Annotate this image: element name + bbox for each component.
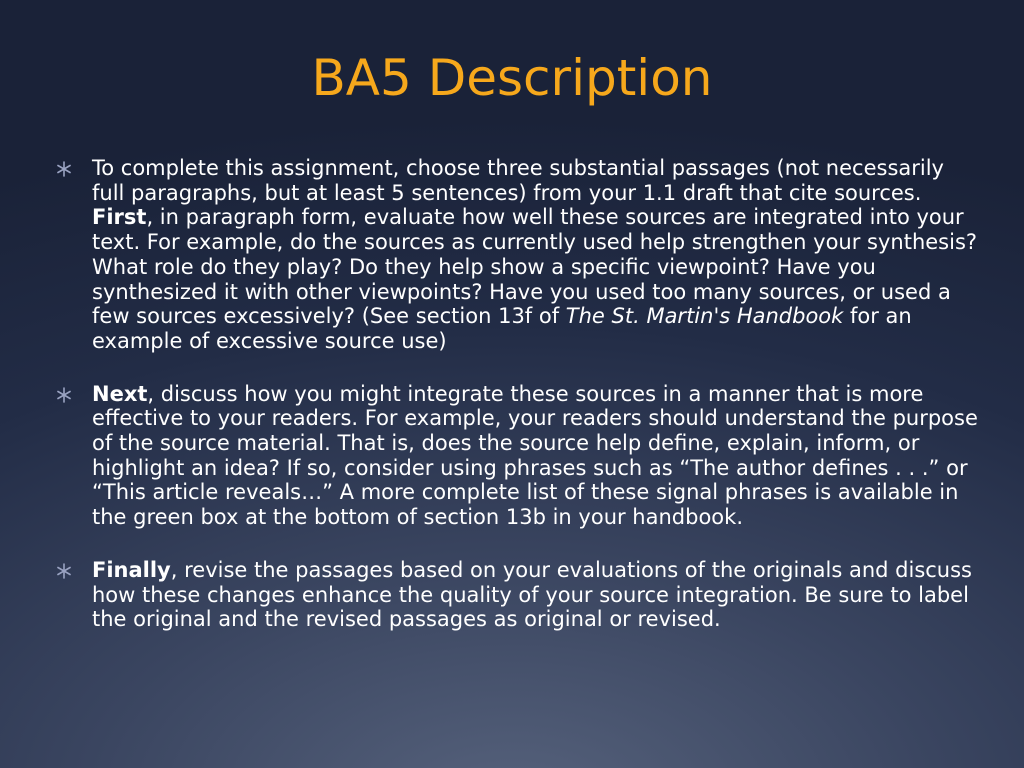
bullet-item-3 — [54, 558, 980, 632]
bullet-3-run-2: , revise the passages based on your evaluations of the originals and discuss how these changes enhance the quality of your source integration. Be sure to label the original and the revised passages as original or revised. — [92, 557, 973, 632]
bullet-text-1 — [92, 156, 977, 353]
asterisk-bullet-icon — [54, 159, 74, 179]
slide-body — [54, 156, 980, 660]
bullet-text-3 — [92, 558, 972, 631]
bullet-1-run-2-bold: First — [92, 205, 147, 230]
asterisk-bullet-icon — [54, 385, 74, 405]
bullet-1-run-5: for an example of excessive source use) — [92, 304, 912, 353]
asterisk-bullet-icon — [54, 561, 74, 581]
bullet-2-run-1-bold: Next — [92, 381, 148, 406]
bullet-item-1 — [54, 156, 980, 354]
bullet-1-run-1: To complete this assignment, choose three substantial passages (not necessarily full paragraphs, but at least 5 sentences) from your 1.1 draft that cite sources. — [92, 156, 944, 205]
bullet-2-run-2: , discuss how you might integrate these sources in a manner that is more effective to your readers. For example, your readers should understand the purpose of the source material. That is, does the source help define, explain, inform, or highlight an idea? If so, consider using phrases such as “The author defines . . .” or “This article reveals…” A more complete list of these signal phrases is available in the green box at the bottom of section 13b in your handbook. — [92, 381, 978, 530]
bullet-text-2 — [92, 382, 978, 530]
bullet-3-run-1-bold: Finally — [92, 557, 171, 582]
bullet-1-run-3: , in paragraph form, evaluate how well these sources are integrated into your text. For example, do the sources as currently used help strengthen your synthesis? What role do they play? Do they help show a specific viewpoint? Have you synthesized it with other viewpoints? Have you used too many sources, or used a few sources excessively? (See section 13f of — [92, 205, 978, 329]
slide-title: BA5 Description — [311, 49, 713, 107]
bullet-item-2 — [54, 382, 980, 530]
bullet-1-run-4-italic: The St. Martin's Handbook — [565, 304, 844, 329]
